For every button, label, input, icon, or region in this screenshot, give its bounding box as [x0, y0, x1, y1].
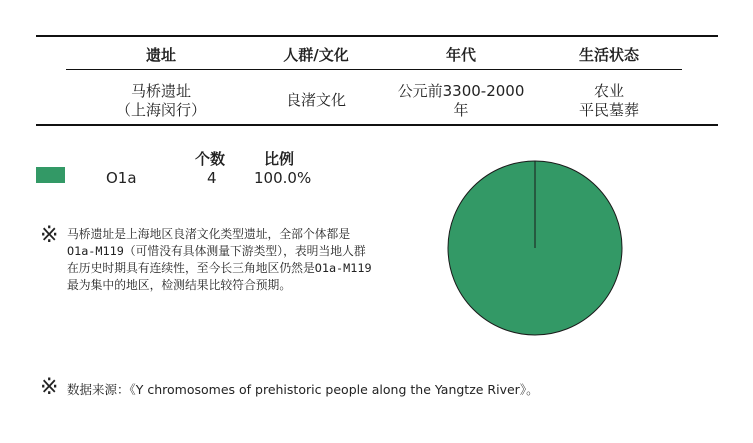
- cell-age-line1: 公元前3300-2000: [397, 82, 525, 100]
- cell-life-line2: 平民墓葬: [578, 101, 639, 119]
- cell-site: [81, 82, 241, 120]
- legend-swatch-o1a: [36, 167, 65, 183]
- legend-count-o1a: 4: [207, 169, 217, 187]
- cell-life-line1: 农业: [593, 82, 624, 100]
- table-top-rule: [36, 35, 718, 37]
- table-header-rule: [66, 69, 682, 70]
- legend-percent-o1a: 100.0%: [254, 169, 312, 187]
- source-reference-mark: ※: [40, 375, 59, 400]
- cell-life: [529, 82, 689, 120]
- cell-culture-text: 良渚文化: [285, 91, 346, 109]
- header-culture: 人群/文化: [283, 46, 349, 64]
- cell-site-name: 马桥遗址: [130, 82, 191, 100]
- pie-chart: [440, 158, 630, 348]
- table-bottom-rule: [36, 124, 718, 126]
- cell-culture: [236, 91, 396, 110]
- ratio-header: 比例: [264, 150, 295, 168]
- note-reference-mark: ※: [40, 223, 59, 248]
- header-life: 生活状态: [578, 46, 639, 64]
- header-age: 年代: [445, 46, 476, 64]
- note-text: 马桥遗址是上海地区良渚文化类型遗址，全部个体都是O1a-M119（可惜没有具体测量下游类型），表明当地人群在历史时期具有连续性，至今长三角地区仍然是O1a-M119最为集中的地区，检测结果比较符合预期。: [67, 227, 372, 292]
- legend-label-o1a: O1a: [106, 169, 137, 187]
- cell-site-location: （上海闵行）: [115, 101, 206, 119]
- header-site: 遗址: [145, 46, 176, 64]
- cell-age-line2: 年: [453, 101, 469, 119]
- count-header: 个数: [195, 150, 226, 168]
- source-text: 数据来源：《Y chromosomes of prehistoric people along the Yangtze River》。: [67, 382, 539, 397]
- cell-age: [381, 82, 541, 120]
